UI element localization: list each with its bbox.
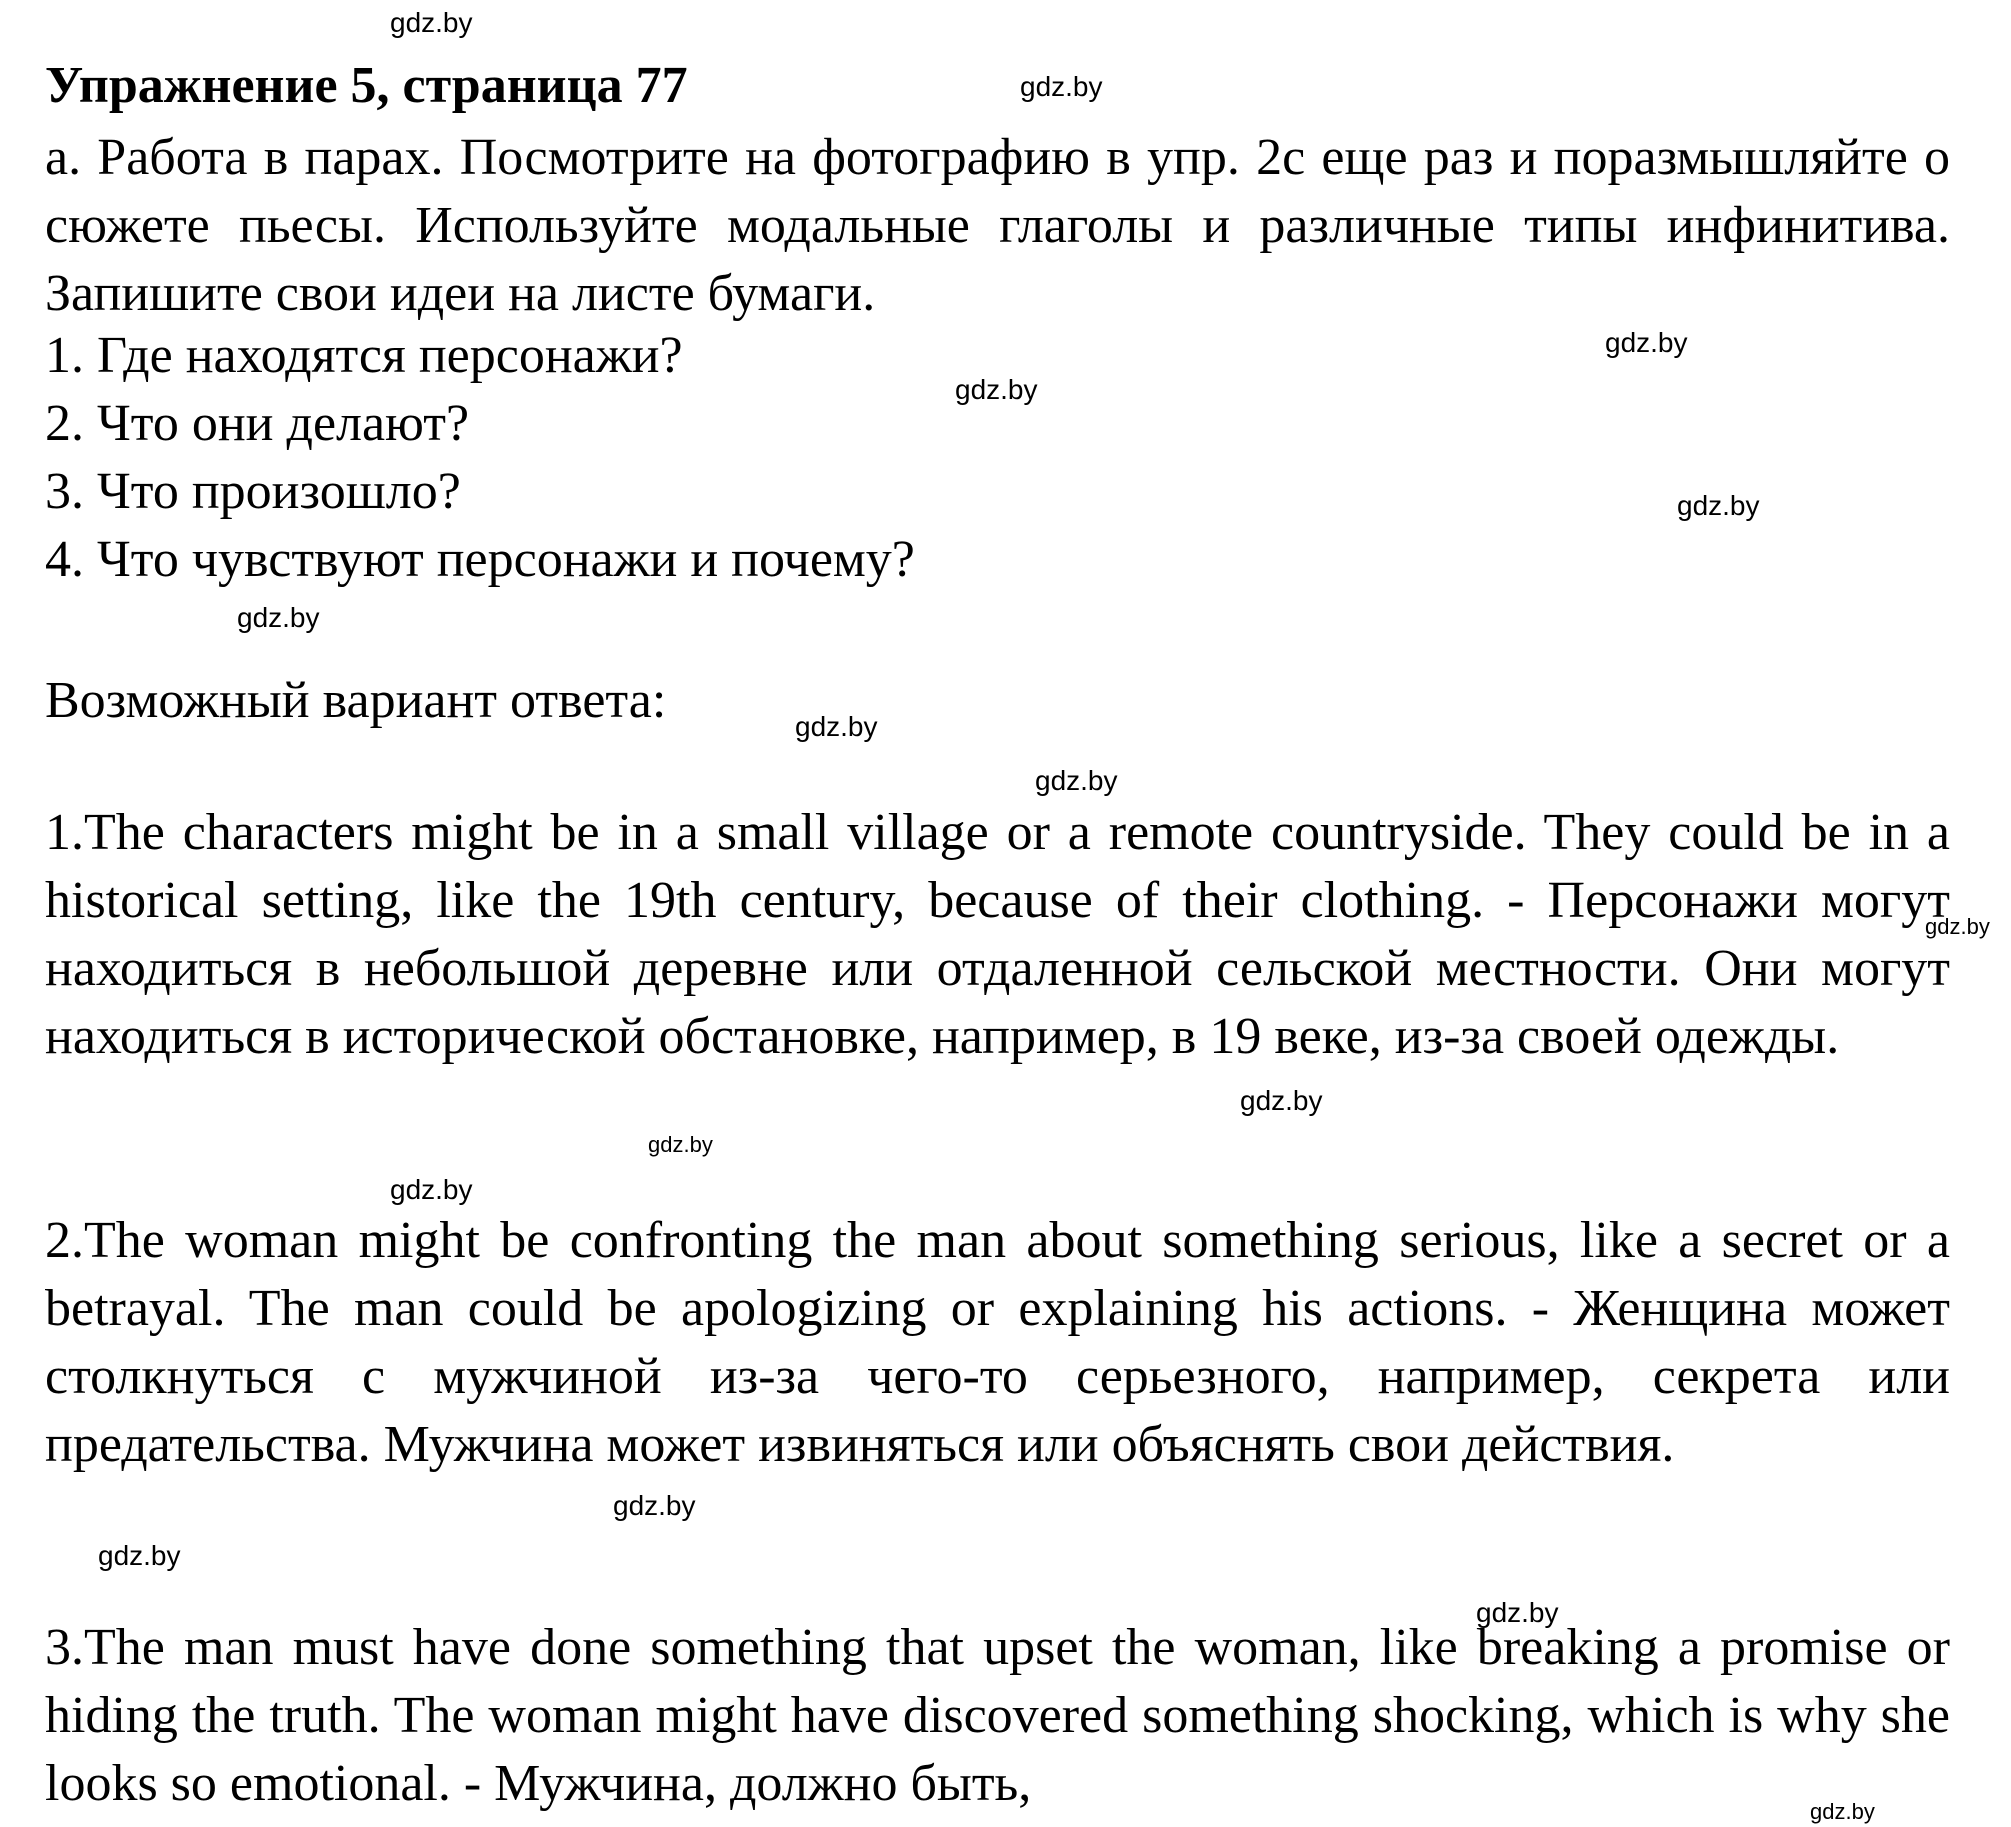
watermark: gdz.by: [1240, 1085, 1323, 1116]
watermark: gdz.by: [1605, 327, 1688, 358]
watermark: gdz.by: [1810, 1799, 1875, 1824]
watermark: gdz.by: [1476, 1597, 1559, 1628]
watermark: gdz.by: [795, 711, 878, 742]
watermark: gdz.by: [1925, 914, 1990, 939]
question-2: 2. Что они делают?: [45, 395, 470, 452]
watermark: gdz.by: [1035, 765, 1118, 796]
watermark: gdz.by: [613, 1490, 696, 1521]
watermark: gdz.by: [390, 7, 473, 38]
answer-1: 1.The characters might be in a small village or a remote countryside. They could be in a historical setting, like the 19th century, because of their clothing. - Персонажи могут находиться в небольшой деревне или отдаленной сельской местности. Они могут находиться в исторической обстановке, например, в 19 веке, из-за своей одежды.: [45, 804, 1950, 1065]
answer-2: 2.The woman might be confronting the man about something serious, like a secret or a betrayal. The man could be apologizing or explaining his actions. - Женщина может столкнуться с мужчиной из-за чего-то серьезного, например, секрета или предательства. Мужчина может извиняться или объяснять свои действия.: [45, 1212, 1950, 1473]
question-4: 4. Что чувствуют персонажи и почему?: [45, 531, 915, 588]
task-text: a. Работа в парах. Посмотрите на фотографию в упр. 2c еще раз и поразмышляйте о сюжете пьесы. Используйте модальные глаголы и различные типы инфинитива. Запишите свои идеи на листе бумаги.: [45, 129, 1950, 322]
watermark: gdz.by: [648, 1132, 713, 1157]
watermark: gdz.by: [237, 602, 320, 633]
watermark: gdz.by: [955, 374, 1038, 405]
answer-label: Возможный вариант ответа:: [45, 672, 667, 729]
watermark: gdz.by: [98, 1540, 181, 1571]
watermark: gdz.by: [390, 1174, 473, 1205]
answer-3: 3.The man must have done something that upset the woman, like breaking a promise or hiding the truth. The woman might have discovered something shocking, which is why she looks so emotional. - Мужчина, должно быть,: [45, 1619, 1950, 1812]
watermark: gdz.by: [1677, 490, 1760, 521]
watermark: gdz.by: [1020, 71, 1103, 102]
question-1: 1. Где находятся персонажи?: [45, 327, 683, 384]
page-title: Упражнение 5, страница 77: [45, 57, 688, 114]
question-3: 3. Что произошло?: [45, 463, 461, 520]
